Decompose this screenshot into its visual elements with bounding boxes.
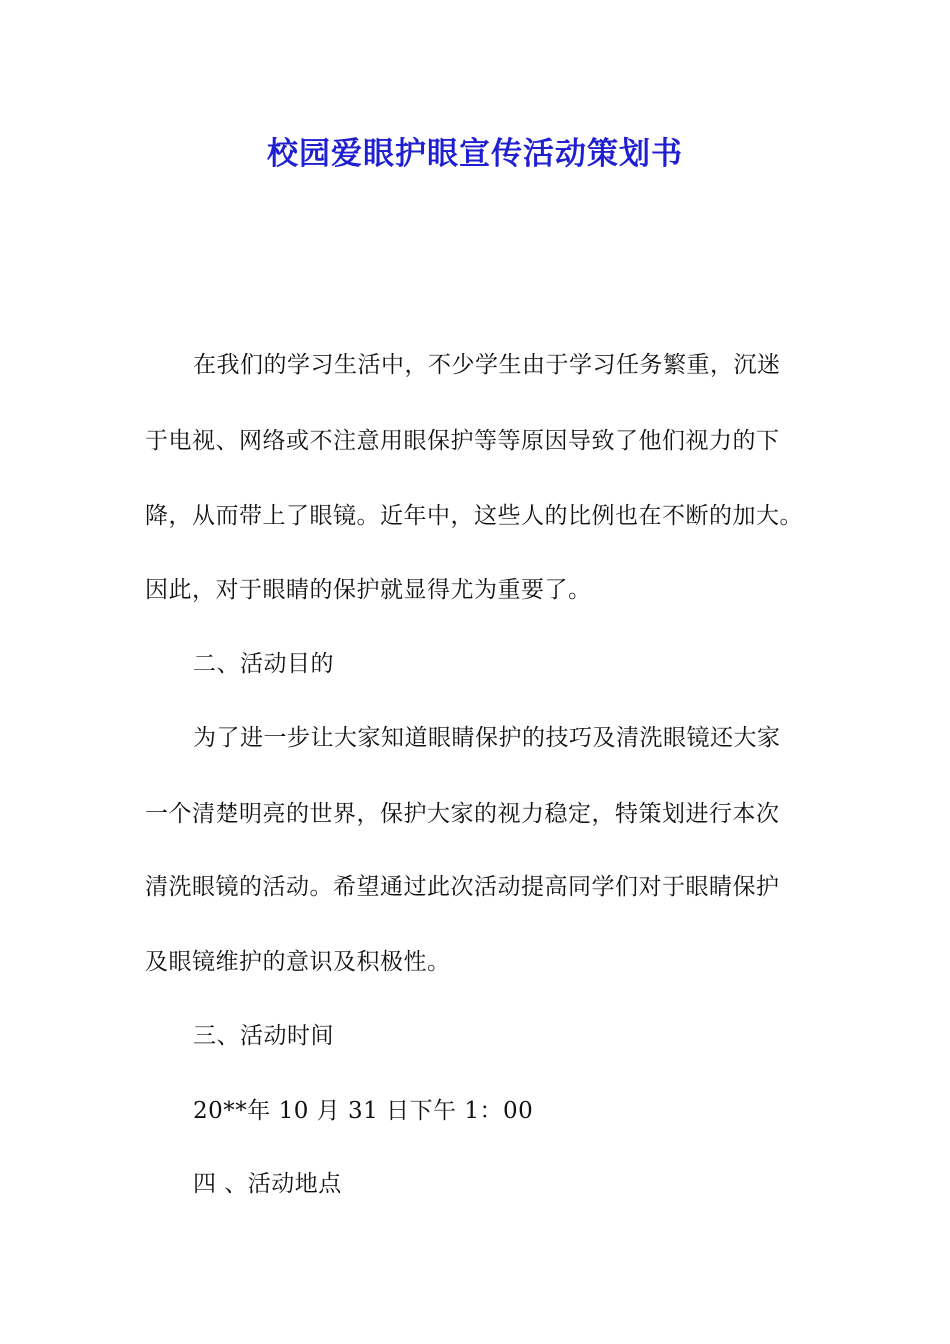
paragraph-line: 因此，对于眼睛的保护就显得尤为重要了。	[145, 577, 592, 603]
paragraph-line: 为了进一步让大家知道眼睛保护的技巧及清洗眼镜还大家	[193, 725, 781, 751]
event-time: 20**年 10 月 31 日下午 1：00	[193, 1098, 534, 1124]
paragraph-line: 于电视、网络或不注意用眼保护等等原因导致了他们视力的下	[145, 428, 780, 454]
paragraph-line: 及眼镜维护的意识及积极性。	[145, 949, 451, 975]
section-heading-location: 四 、活动地点	[193, 1171, 342, 1197]
section-heading-time: 三、活动时间	[193, 1023, 334, 1049]
paragraph-line: 降，从而带上了眼镜。近年中，这些人的比例也在不断的加大。	[145, 503, 803, 529]
document-title: 校园爱眼护眼宣传活动策划书	[267, 136, 683, 172]
section-heading-purpose: 二、活动目的	[193, 651, 334, 677]
paragraph-line: 清洗眼镜的活动。希望通过此次活动提高同学们对于眼睛保护	[145, 874, 780, 900]
paragraph-line: 一个清楚明亮的世界，保护大家的视力稳定，特策划进行本次	[145, 801, 780, 827]
paragraph-line: 在我们的学习生活中，不少学生由于学习任务繁重，沉迷	[193, 352, 781, 378]
